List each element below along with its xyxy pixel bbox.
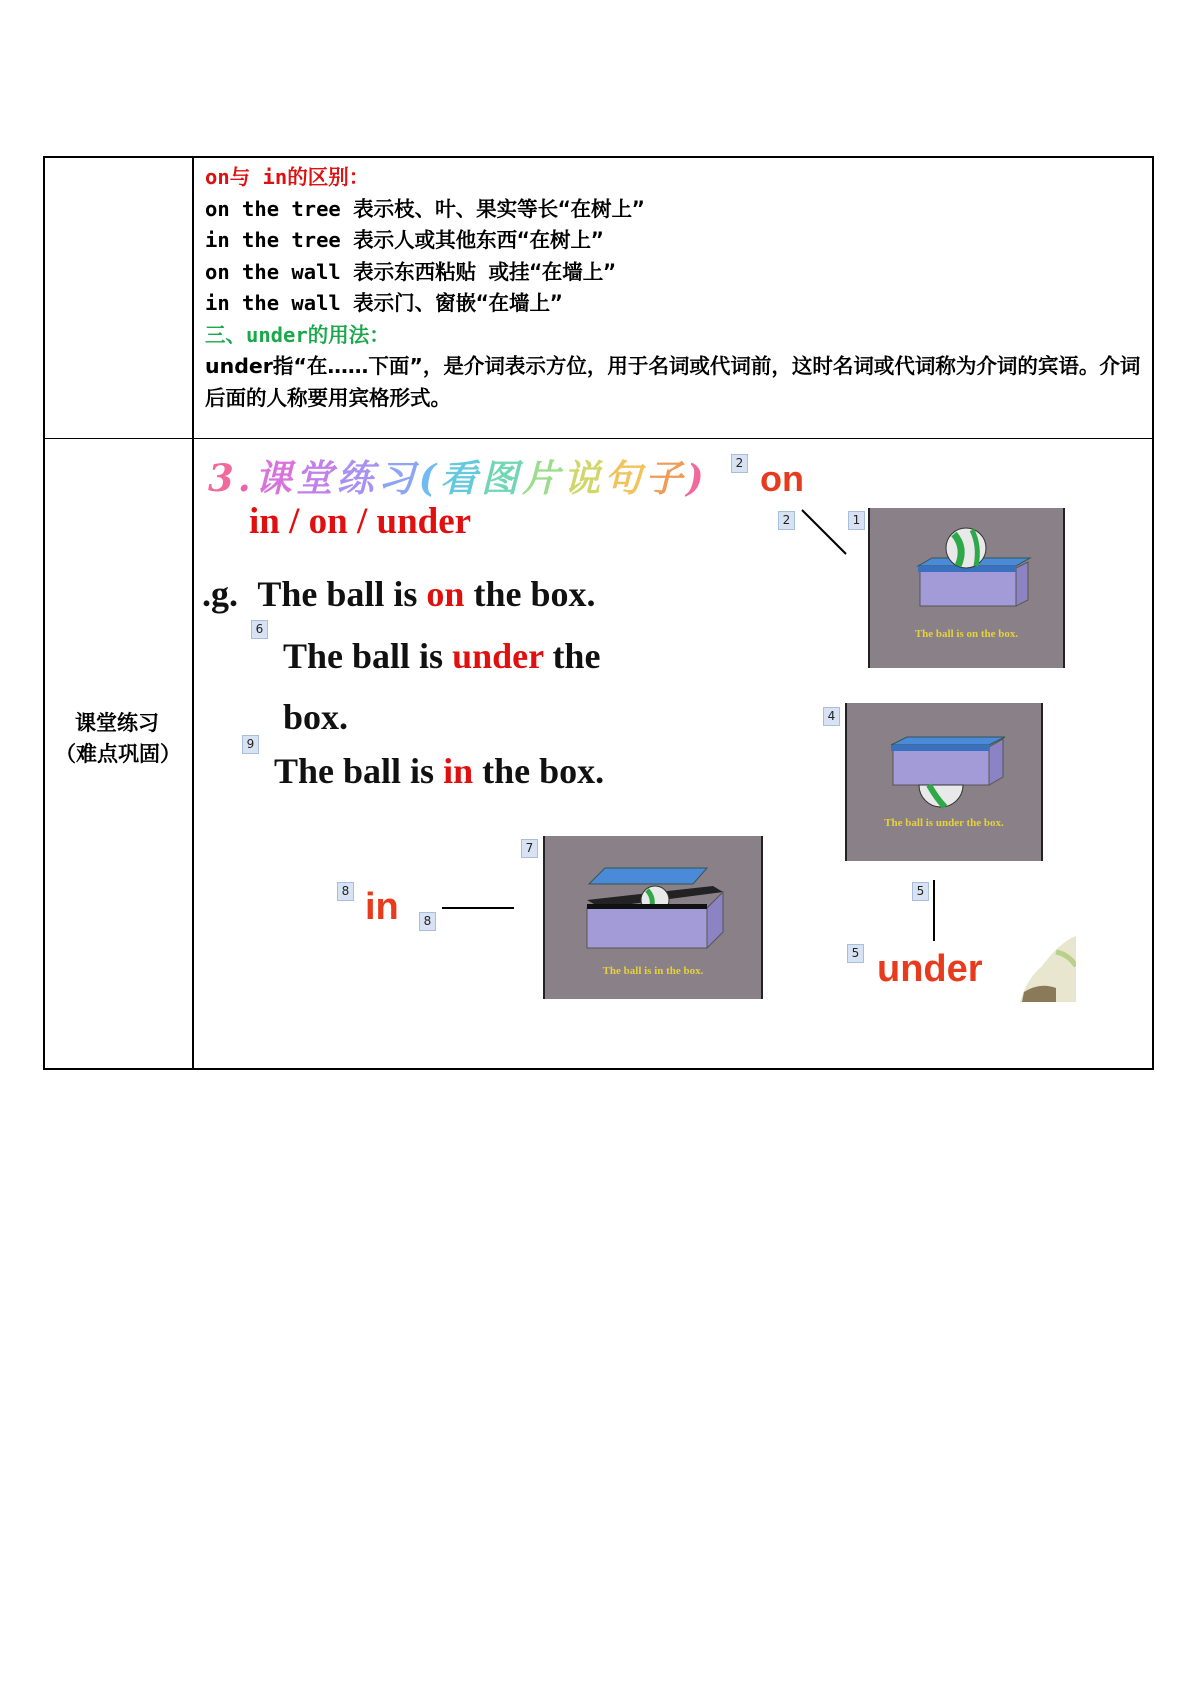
table-border-top (43, 156, 1154, 158)
sentence-preposition: on (426, 574, 465, 614)
section-heading: 三、under的用法： (205, 322, 390, 347)
slide-title-char: 子 (645, 456, 687, 500)
table-border-col-divider (192, 156, 194, 1070)
tag: 1 (848, 511, 865, 530)
tag: 7 (521, 839, 538, 858)
sentence-text: The ball is (283, 636, 453, 676)
example-sentence-on (204, 573, 595, 615)
notes-title: on与 in的区别： (205, 165, 370, 189)
connector-line-in (442, 907, 514, 909)
slide-title-char: ( (418, 456, 441, 500)
under-paragraph: under指“在……下面”，是介词表示方位，用于名词或代词前，这时名词或代词称为介词的宾语。介词后面的人称要用宾格形式。 (205, 354, 1141, 410)
connector-line-on (800, 508, 850, 558)
example-sentence-in (274, 750, 604, 792)
notes-line: in the tree 表示人或其他东西“在树上” (205, 228, 604, 252)
sentence-text: the (543, 636, 601, 676)
picture-ball-under-box (845, 703, 1043, 861)
tag: 4 (823, 707, 840, 726)
slide-title-char: . (237, 456, 255, 500)
eg-prefix: .g. (202, 574, 238, 614)
slide-title-char: 图 (481, 456, 523, 500)
sentence-preposition: under (452, 636, 544, 676)
sentence-text: The ball is (274, 751, 444, 791)
tag: 8 (419, 912, 436, 931)
tag: 5 (847, 944, 864, 963)
sentence-text: The ball is (257, 574, 427, 614)
word-on: on (760, 458, 804, 499)
picture-caption: The ball is in the box. (602, 965, 704, 977)
slide-title-char: 课 (254, 456, 296, 500)
slide-title (208, 448, 708, 502)
tag: 8 (337, 882, 354, 901)
sentence-text: the box. (464, 574, 596, 614)
notes-line: on the wall 表示东西粘贴 或挂“在墙上” (205, 259, 616, 284)
table-border-left (43, 156, 45, 1070)
table-border-right (1152, 156, 1154, 1070)
slide-title-char: 练 (336, 456, 378, 500)
slide-title-char: ) (686, 456, 708, 500)
row-label: 课堂练习（难点巩固） (55, 711, 181, 766)
table-border-row-divider (43, 438, 1154, 439)
picture-caption: The ball is on the box. (914, 628, 1019, 640)
sentence-preposition: in (443, 751, 474, 791)
slide-title-char: 说 (563, 456, 605, 500)
tag: 6 (251, 620, 268, 639)
example-sentence-under (283, 635, 600, 677)
slide-title-char: 堂 (295, 456, 337, 500)
slide-title-char: 看 (440, 456, 482, 500)
slide-title-char: 习 (377, 456, 419, 500)
slide-title-char: 句 (604, 456, 646, 500)
picture-ball-in-box (543, 836, 763, 999)
tag: 2 (731, 454, 748, 473)
table-border-bottom (43, 1068, 1154, 1070)
notes-line: in the wall 表示门、窗嵌“在墙上” (205, 291, 563, 315)
picture-ball-on-box (868, 508, 1065, 668)
partial-decor-image (1020, 936, 1076, 1002)
example-sentence-under-line2: box. (283, 697, 349, 737)
sentence-text: the box. (473, 751, 605, 791)
picture-caption: The ball is under the box. (884, 817, 1004, 829)
notes-line: on the tree 表示枝、叶、果实等长“在树上” (205, 196, 645, 221)
notes-cell (205, 162, 1145, 414)
slide-title-char: 3 (208, 456, 238, 500)
tag: 2 (778, 511, 795, 530)
preposition-options: in / on / under (249, 501, 472, 542)
word-in: in (365, 886, 399, 928)
connector-line-under (933, 880, 935, 941)
slide-title-char: 片 (522, 456, 564, 500)
tag: 9 (242, 735, 259, 754)
tag: 5 (912, 882, 929, 901)
word-under: under (877, 948, 983, 990)
